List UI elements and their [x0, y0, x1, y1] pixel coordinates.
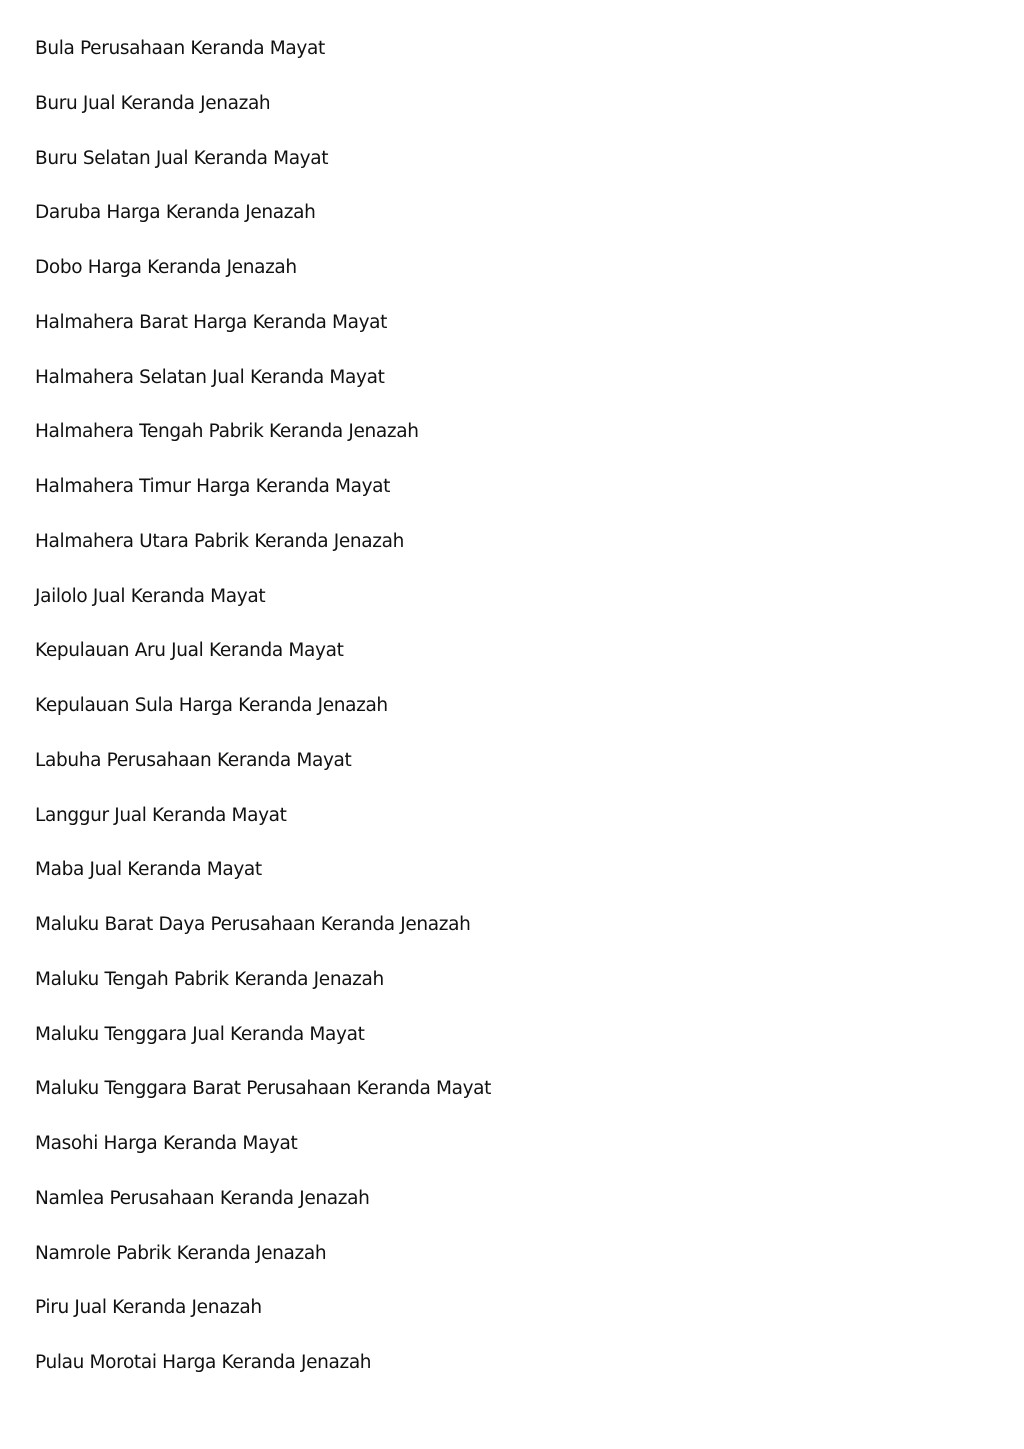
list-item	[35, 202, 491, 257]
list-item	[35, 1243, 491, 1298]
list-item-link[interactable]: Maluku Tenggara Jual Keranda Mayat	[35, 1023, 365, 1045]
list-item	[35, 312, 491, 367]
list-item-link[interactable]: Masohi Harga Keranda Mayat	[35, 1133, 298, 1154]
list-item-link[interactable]: Maluku Tengah Pabrik Keranda Jenazah	[35, 968, 384, 990]
list-item	[35, 586, 491, 641]
list-item-link[interactable]: Dobo Harga Keranda Jenazah	[35, 257, 297, 278]
list-item-link[interactable]: Namrole Pabrik Keranda Jenazah	[35, 1242, 327, 1264]
list-item	[35, 367, 491, 422]
list-item-link[interactable]: Langgur Jual Keranda Mayat	[35, 804, 287, 826]
list-item	[35, 421, 491, 476]
list-item	[35, 1078, 491, 1133]
list-item	[35, 969, 491, 1024]
location-link-list	[35, 38, 491, 1407]
list-item-link[interactable]: Labuha Perusahaan Keranda Mayat	[35, 749, 352, 771]
list-item	[35, 93, 491, 148]
list-item-link[interactable]: Maluku Barat Daya Perusahaan Keranda Jenazah	[35, 914, 471, 935]
list-item	[35, 531, 491, 586]
list-item-link[interactable]: Halmahera Utara Pabrik Keranda Jenazah	[35, 530, 404, 552]
list-item-link[interactable]: Buru Jual Keranda Jenazah	[35, 92, 271, 114]
list-item-link[interactable]: Daruba Harga Keranda Jenazah	[35, 202, 316, 224]
list-item-link[interactable]: Halmahera Timur Harga Keranda Mayat	[35, 476, 391, 497]
list-item	[35, 914, 491, 969]
list-item	[35, 257, 491, 312]
list-item-link[interactable]: Kepulauan Sula Harga Keranda Jenazah	[35, 695, 388, 716]
list-item-link[interactable]: Piru Jual Keranda Jenazah	[35, 1297, 262, 1319]
list-item	[35, 1188, 491, 1243]
list-item-link[interactable]: Halmahera Barat Harga Keranda Mayat	[35, 311, 388, 333]
list-item-link[interactable]: Maba Jual Keranda Mayat	[35, 859, 262, 881]
list-item	[35, 750, 491, 805]
list-item	[35, 640, 491, 695]
list-item-link[interactable]: Namlea Perusahaan Keranda Jenazah	[35, 1187, 370, 1209]
list-item	[35, 1133, 491, 1188]
list-item	[35, 1024, 491, 1079]
list-item-link[interactable]: Pulau Morotai Harga Keranda Jenazah	[35, 1352, 372, 1373]
list-item	[35, 695, 491, 750]
list-item	[35, 148, 491, 203]
list-item-link[interactable]: Bula Perusahaan Keranda Mayat	[35, 38, 325, 59]
list-item-link[interactable]: Halmahera Tengah Pabrik Keranda Jenazah	[35, 421, 419, 443]
list-item-link[interactable]: Maluku Tenggara Barat Perusahaan Keranda Mayat	[35, 1078, 492, 1100]
list-item-link[interactable]: Halmahera Selatan Jual Keranda Mayat	[35, 366, 385, 388]
list-item	[35, 476, 491, 531]
list-item-link[interactable]: Jailolo Jual Keranda Mayat	[35, 585, 266, 607]
list-item	[35, 1352, 491, 1407]
list-item-link[interactable]: Kepulauan Aru Jual Keranda Mayat	[35, 640, 344, 662]
list-item	[35, 1297, 491, 1352]
list-item-link[interactable]: Buru Selatan Jual Keranda Mayat	[35, 147, 329, 169]
list-item	[35, 805, 491, 860]
list-item	[35, 859, 491, 914]
list-item	[35, 38, 491, 93]
